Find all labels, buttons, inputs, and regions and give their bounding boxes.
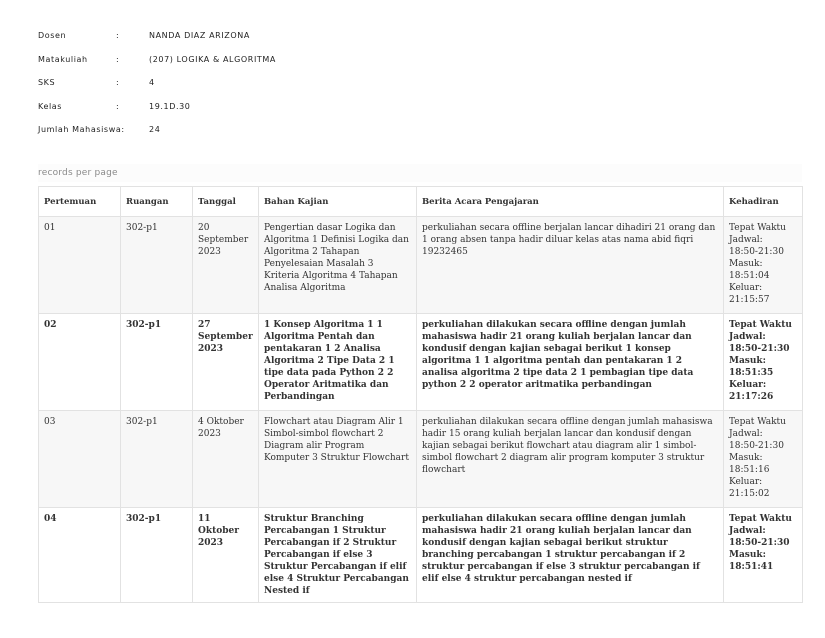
header-berita-acara[interactable]: Berita Acara Pengajaran [417,187,724,217]
info-separator: : [116,78,120,88]
cell-tanggal: 11 Oktober 2023 [193,508,259,603]
cell-tanggal: 20 September 2023 [193,217,259,314]
cell-tanggal: 4 Oktober 2023 [193,411,259,508]
cell-ruangan: 302-p1 [121,411,193,508]
info-row-sks [38,71,438,95]
kehadiran-jadwal-label: Jadwal: [729,235,763,245]
cell-ruangan: 302-p1 [121,508,193,603]
kehadiran-masuk-label: Masuk: [729,453,763,463]
kehadiran-keluar: 21:17:26 [729,392,774,402]
cell-pertemuan: 04 [39,508,121,603]
info-label: Jumlah Mahasiswa: [38,125,125,135]
cell-berita-acara: perkuliahan dilakukan secara offline dengan jumlah mahasiswa hadir 15 orang kuliah berjalan lancar dan kondusif dengan kajian sebagai berikut flowchart atau diagram alir 1 simbol-simbol flowchart 2 diagram alir program komputer 3 struktur flowchart [417,411,724,508]
kehadiran-masuk-label: Masuk: [729,356,766,366]
cell-bahan-kajian: 1 Konsep Algoritma 1 1 Algoritma Pentah dan pentakaran 1 2 Analisa Algoritma 2 Tipe Data 2 1 tipe data pada Python 2 2 Operator Aritmatika dan Perbandingan [259,314,417,411]
kehadiran-jadwal-label: Jadwal: [729,526,766,536]
info-value: 19.1D.30 [149,101,191,111]
kehadiran-masuk: 18:51:41 [729,562,774,572]
kehadiran-masuk: 18:51:35 [729,368,774,378]
kehadiran-jadwal-label: Jadwal: [729,332,766,342]
info-row-kelas [38,95,438,119]
kehadiran-jadwal: 18:50-21:30 [729,344,790,354]
table-row [39,314,803,411]
info-label: Kelas [38,101,63,111]
info-row-dosen [38,24,438,48]
kehadiran-status: Tepat Waktu [729,320,792,330]
cell-tanggal: 27 September 2023 [193,314,259,411]
kehadiran-status: Tepat Waktu [729,223,786,233]
info-label: SKS [38,78,56,88]
info-value: 4 [149,78,155,88]
info-row-matakuliah [38,48,438,72]
info-value: NANDA DIAZ ARIZONA [149,31,250,41]
cell-pertemuan: 03 [39,411,121,508]
cell-bahan-kajian: Struktur Branching Percabangan 1 Struktur Percabangan if 2 Struktur Percabangan if else 3 Struktur Percabangan if elif else 4 Struktur Percabangan Nested if [259,508,417,603]
records-per-page-label[interactable]: records per page [38,164,802,182]
header-ruangan[interactable]: Ruangan [121,187,193,217]
table-row [39,217,803,314]
cell-kehadiran [724,217,803,314]
kehadiran-masuk-label: Masuk: [729,550,766,560]
info-value: 24 [149,125,161,135]
kehadiran-jadwal-label: Jadwal: [729,429,763,439]
kehadiran-keluar-label: Keluar: [729,477,763,487]
info-separator: : [116,101,120,111]
kehadiran-keluar-label: Keluar: [729,380,767,390]
kehadiran-status: Tepat Waktu [729,514,792,524]
header-kehadiran[interactable]: Kehadiran [724,187,803,217]
cell-kehadiran [724,411,803,508]
cell-pertemuan: 02 [39,314,121,411]
info-separator: : [116,54,120,64]
info-label: Matakuliah [38,54,88,64]
cell-berita-acara: perkuliahan dilakukan secara offline dengan jumlah mahasiswa hadir 21 orang kuliah berjalan lancar dan kondusif dengan kajian sebagai berikut 1 konsep algoritma 1 1 algoritma pentah dan pentakaran 1 2 analisa algoritma 2 tipe data 2 1 pembagian tipe data python 2 2 operator aritmatika perbandingan [417,314,724,411]
cell-ruangan: 302-p1 [121,314,193,411]
cell-bahan-kajian: Pengertian dasar Logika dan Algoritma 1 Definisi Logika dan Algoritma 2 Tahapan Penyelesaian Masalah 3 Kriteria Algoritma 4 Tahapan Analisa Algoritma [259,217,417,314]
cell-ruangan: 302-p1 [121,217,193,314]
kehadiran-status: Tepat Waktu [729,417,786,427]
kehadiran-jadwal: 18:50-21:30 [729,441,784,451]
cell-pertemuan: 01 [39,217,121,314]
header-tanggal[interactable]: Tanggal [193,187,259,217]
header-pertemuan[interactable]: Pertemuan [39,187,121,217]
cell-bahan-kajian: Flowchart atau Diagram Alir 1 Simbol-simbol flowchart 2 Diagram alir Program Komputer 3 Struktur Flowchart [259,411,417,508]
attendance-table [38,186,803,603]
cell-kehadiran [724,314,803,411]
kehadiran-keluar: 21:15:57 [729,295,770,305]
course-info [38,24,438,142]
kehadiran-keluar-label: Keluar: [729,283,763,293]
table-row [39,411,803,508]
kehadiran-masuk-label: Masuk: [729,259,763,269]
kehadiran-masuk: 18:51:16 [729,465,770,475]
cell-kehadiran [724,508,803,603]
cell-berita-acara: perkuliahan secara offline berjalan lancar dihadiri 21 orang dan 1 orang absen tanpa hadir diluar kelas atas nama abid fiqri 19232465 [417,217,724,314]
table-header-row [39,187,803,217]
table-row [39,508,803,603]
info-label: Dosen [38,31,67,41]
info-value: (207) LOGIKA & ALGORITMA [149,54,276,64]
header-bahan-kajian[interactable]: Bahan Kajian [259,187,417,217]
kehadiran-jadwal: 18:50-21:30 [729,247,784,257]
kehadiran-keluar: 21:15:02 [729,489,770,499]
info-row-jumlah-mahasiswa [38,118,438,142]
info-separator: : [116,31,120,41]
cell-berita-acara: perkuliahan dilakukan secara offline dengan jumlah mahasiswa hadir 21 orang kuliah berjalan lancar dan kondusif dengan kajian sebagai berikut struktur branching percabangan 1 struktur percabangan if 2 struktur percabangan if else 3 struktur percabangan if elif else 4 struktur percabangan nested if [417,508,724,603]
kehadiran-masuk: 18:51:04 [729,271,770,281]
kehadiran-jadwal: 18:50-21:30 [729,538,790,548]
